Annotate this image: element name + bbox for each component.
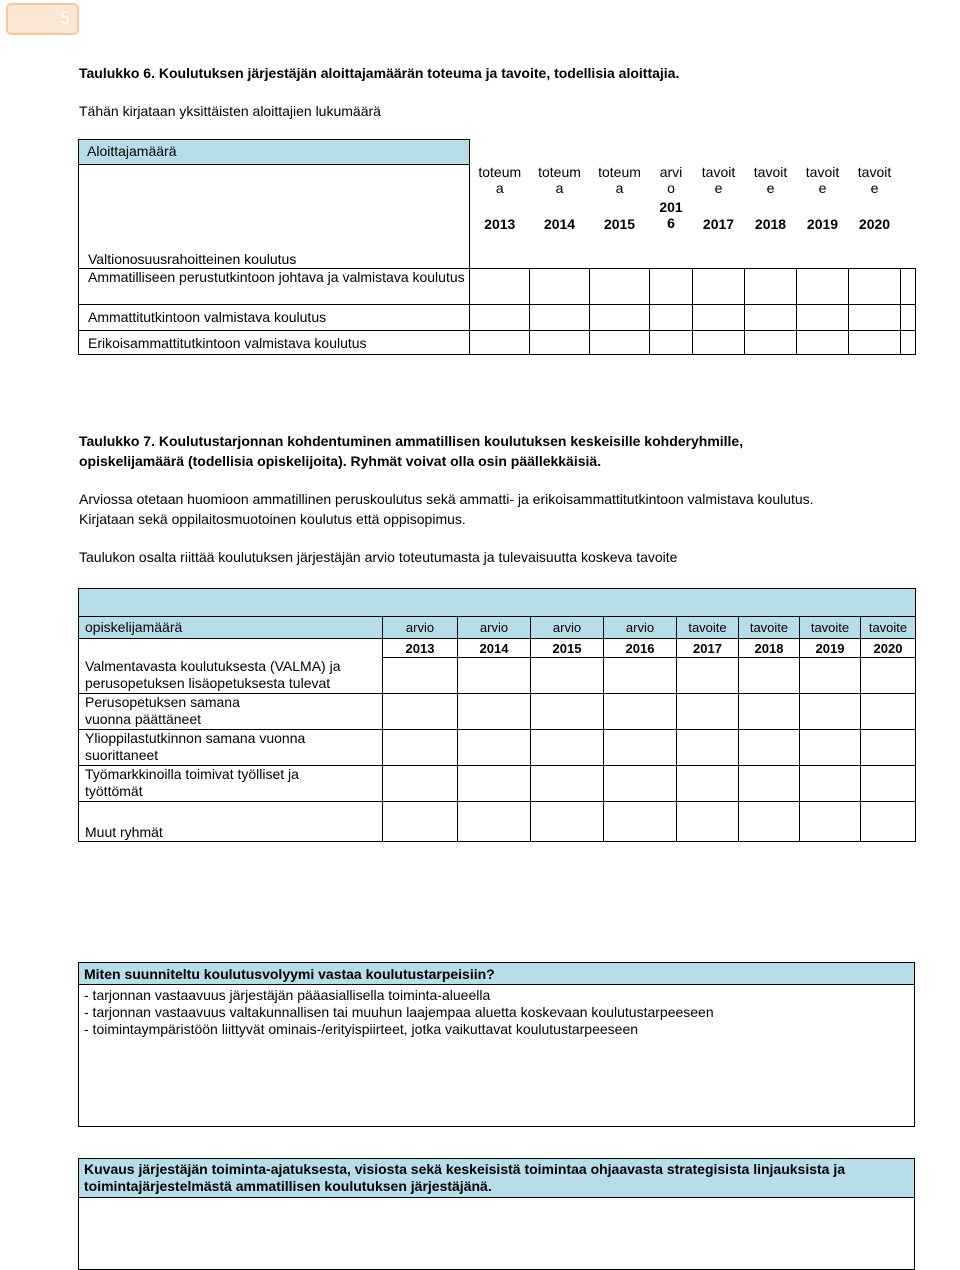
mission-answer-area[interactable]	[79, 1198, 915, 1270]
t6-col-kind: arvi o	[659, 163, 683, 196]
t6-col-4	[693, 140, 745, 269]
t7-input-cell[interactable]	[861, 766, 916, 802]
t7-input-cell[interactable]	[739, 658, 800, 694]
t6-col-kind: tavoit e	[805, 163, 840, 196]
t7-input-cell[interactable]	[531, 658, 604, 694]
t6-input-cell[interactable]	[849, 269, 901, 305]
t6-input-cell[interactable]	[849, 305, 901, 331]
t6-col-kind: tavoit e	[753, 163, 788, 196]
t7-input-cell[interactable]	[604, 694, 677, 730]
t7-kind: arvio	[604, 617, 677, 639]
t6-header-label: Aloittajamäärä	[87, 143, 177, 159]
t7-kind: tavoite	[800, 617, 861, 639]
t7-row-label-2: Ylioppilastutkinnon samana vuonna suorittaneet	[79, 730, 383, 766]
t6-col-year: 2020	[858, 215, 891, 232]
t6-col-7	[849, 140, 901, 269]
volume-question-box	[78, 962, 915, 1127]
t6-input-cell[interactable]	[530, 305, 590, 331]
t7-row-label-0: Valmentavasta koulutuksesta (VALMA) ja perusopetuksen lisäopetuksesta tulevat	[79, 658, 383, 694]
volume-bullet: - toimintaympäristöön liittyvät ominais-/erityispiirteet, jotka vaikuttavat koulutustarpeeseen	[84, 1021, 639, 1037]
table-7	[78, 588, 916, 842]
t7-kind: tavoite	[861, 617, 916, 639]
t7-input-cell[interactable]	[739, 766, 800, 802]
t7-input-cell[interactable]	[383, 730, 458, 766]
t7-input-cell[interactable]	[383, 694, 458, 730]
t6-input-cell[interactable]	[849, 331, 901, 355]
t6-col-kind: toteum a	[478, 163, 522, 196]
t6-col-1	[530, 140, 590, 269]
t7-input-cell[interactable]	[739, 730, 800, 766]
t6-header-cell	[79, 140, 470, 269]
t7-input-cell[interactable]	[800, 658, 861, 694]
t6-row-label-1: Ammatilliseen perustutkintoon johtava ja valmistava koulutus	[79, 269, 470, 305]
t6-input-cell[interactable]	[590, 331, 650, 355]
t6-col-year: 2015	[603, 215, 636, 232]
t6-input-cell[interactable]	[590, 269, 650, 305]
mission-question-box	[78, 1158, 915, 1270]
t7-year: 2015	[531, 639, 604, 658]
t7-input-cell[interactable]	[800, 730, 861, 766]
t7-input-cell[interactable]	[800, 694, 861, 730]
t6-input-cell[interactable]	[797, 305, 849, 331]
t6-col-3	[650, 140, 693, 269]
t7-row-label-3: Työmarkkinoilla toimivat työlliset ja työttömät	[79, 766, 383, 802]
t6-input-cell[interactable]	[470, 305, 530, 331]
t6-col-kind: toteum a	[598, 163, 641, 196]
t7-input-cell[interactable]	[677, 694, 739, 730]
t6-col-year: 201 6	[659, 198, 683, 231]
t7-input-cell[interactable]	[677, 766, 739, 802]
t7-input-cell[interactable]	[604, 658, 677, 694]
t6-input-cell[interactable]	[590, 305, 650, 331]
t6-col-kind: tavoit e	[857, 163, 892, 196]
t7-year: 2016	[604, 639, 677, 658]
mission-question-line2: toimintajärjestelmästä ammatillisen koulutuksen järjestäjänä.	[84, 1178, 492, 1194]
mission-question	[79, 1159, 915, 1198]
t6-input-cell[interactable]	[470, 269, 530, 305]
table-6	[78, 139, 916, 355]
t6-row-label-2: Ammattitutkintoon valmistava koulutus	[79, 305, 470, 331]
t6-col-5	[745, 140, 797, 269]
t7-input-cell[interactable]	[739, 694, 800, 730]
t7-input-cell[interactable]	[604, 730, 677, 766]
t7-input-cell[interactable]	[383, 658, 458, 694]
t7-year: 2019	[800, 639, 861, 658]
t6-col-year: 2019	[806, 215, 839, 232]
t7-input-cell[interactable]	[383, 802, 458, 842]
page-number: 5	[59, 8, 70, 28]
mission-question-line1: Kuvaus järjestäjän toiminta-ajatuksesta, visiosta sekä keskeisistä toimintaa ohjaavasta strategisista linjauksista ja	[84, 1161, 846, 1177]
t6-col-2	[590, 140, 650, 269]
t7-para1-line2: Kirjataan sekä oppilaitosmuotoinen koulutus että oppisopimus.	[79, 511, 466, 527]
t7-input-cell[interactable]	[604, 802, 677, 842]
t6-col-year: 2018	[754, 215, 787, 232]
t7-year: 2014	[458, 639, 531, 658]
t6-input-cell[interactable]	[650, 331, 693, 355]
t7-kind: arvio	[531, 617, 604, 639]
t7-input-cell[interactable]	[531, 730, 604, 766]
t6-col-0	[470, 140, 530, 269]
t6-input-cell[interactable]	[530, 269, 590, 305]
t6-input-cell[interactable]	[745, 305, 797, 331]
t7-year: 2018	[739, 639, 800, 658]
t7-year: 2017	[677, 639, 739, 658]
t7-input-cell[interactable]	[531, 802, 604, 842]
volume-question: Miten suunniteltu koulutusvolyymi vastaa koulutustarpeisiin?	[79, 963, 915, 985]
t7-year: 2013	[383, 639, 458, 658]
t7-header-label: opiskelijamäärä	[79, 617, 383, 639]
t6-input-cell[interactable]	[745, 269, 797, 305]
t7-caption-line1: Taulukko 7. Koulutustarjonnan kohdentuminen ammatillisen koulutuksen keskeisille kohderyhmille,	[79, 433, 744, 449]
page-number-badge	[6, 3, 79, 35]
t6-input-cell[interactable]	[797, 331, 849, 355]
t6-input-cell[interactable]	[650, 305, 693, 331]
volume-answer-area[interactable]	[79, 985, 915, 1127]
t6-col-kind: toteum a	[538, 163, 581, 196]
t6-input-cell[interactable]	[650, 269, 693, 305]
t7-kind: tavoite	[739, 617, 800, 639]
t7-input-cell[interactable]	[531, 766, 604, 802]
t6-caption: Taulukko 6. Koulutuksen järjestäjän aloittajamäärän toteuma ja tavoite, todellisia aloittajia.	[79, 65, 680, 81]
t6-col-year: 2013	[484, 215, 516, 232]
t7-input-cell[interactable]	[861, 802, 916, 842]
t7-row-label-1: Perusopetuksen samana vuonna päättäneet	[79, 694, 383, 730]
t6-col-6	[797, 140, 849, 269]
t6-note: Tähän kirjataan yksittäisten aloittajien lukumäärä	[79, 103, 381, 119]
t6-col-year: 2017	[702, 215, 735, 232]
t7-input-cell[interactable]	[677, 730, 739, 766]
t7-input-cell[interactable]	[739, 802, 800, 842]
t7-kind: tavoite	[677, 617, 739, 639]
t7-input-cell[interactable]	[458, 694, 531, 730]
t7-input-cell[interactable]	[677, 658, 739, 694]
t7-kind: arvio	[458, 617, 531, 639]
t7-blue-band	[79, 589, 916, 617]
t7-row-label-4: Muut ryhmät	[79, 802, 383, 842]
t7-input-cell[interactable]	[458, 730, 531, 766]
t7-input-cell[interactable]	[458, 802, 531, 842]
t7-input-cell[interactable]	[458, 658, 531, 694]
t6-input-cell[interactable]	[693, 305, 745, 331]
t7-input-cell[interactable]	[604, 766, 677, 802]
t7-input-cell[interactable]	[800, 766, 861, 802]
t6-input-cell[interactable]	[693, 331, 745, 355]
t7-input-cell[interactable]	[383, 766, 458, 802]
t6-input-cell[interactable]	[693, 269, 745, 305]
t7-input-cell[interactable]	[458, 766, 531, 802]
t7-caption-line2: opiskelijamäärä (todellisia opiskelijoita). Ryhmät voivat olla osin päällekkäisiä.	[79, 453, 602, 469]
t7-input-cell[interactable]	[531, 694, 604, 730]
volume-bullet: - tarjonnan vastaavuus järjestäjän pääasiallisella toiminta-alueella	[84, 987, 491, 1003]
t7-input-cell[interactable]	[861, 730, 916, 766]
t7-para2: Taulukon osalta riittää koulutuksen järjestäjän arvio toteutumasta ja tulevaisuutta koskeva tavoite	[79, 549, 678, 565]
t7-para1-line1: Arviossa otetaan huomioon ammatillinen peruskoulutus sekä ammatti- ja erikoisammattitutkintoon valmistava koulutus.	[79, 491, 814, 507]
t6-row-label-0: Valtionosuusrahoitteinen koulutus	[88, 251, 297, 267]
t6-col-year: 2014	[543, 215, 576, 232]
t6-row-label-3: Erikoisammattitutkintoon valmistava koulutus	[79, 331, 470, 355]
t6-input-cell[interactable]	[470, 331, 530, 355]
t7-year: 2020	[861, 639, 916, 658]
t7-kind: arvio	[383, 617, 458, 639]
volume-bullet: - tarjonnan vastaavuus valtakunnallisen tai muuhun laajempaa aluetta koskevaan koulutustarpeeseen	[84, 1004, 714, 1020]
t6-input-cell[interactable]	[745, 331, 797, 355]
t7-input-cell[interactable]	[861, 694, 916, 730]
t7-input-cell[interactable]	[800, 802, 861, 842]
t6-col-kind: tavoit e	[701, 163, 736, 196]
t6-input-cell[interactable]	[797, 269, 849, 305]
t6-input-cell[interactable]	[530, 331, 590, 355]
t7-input-cell[interactable]	[861, 658, 916, 694]
t7-input-cell[interactable]	[677, 802, 739, 842]
